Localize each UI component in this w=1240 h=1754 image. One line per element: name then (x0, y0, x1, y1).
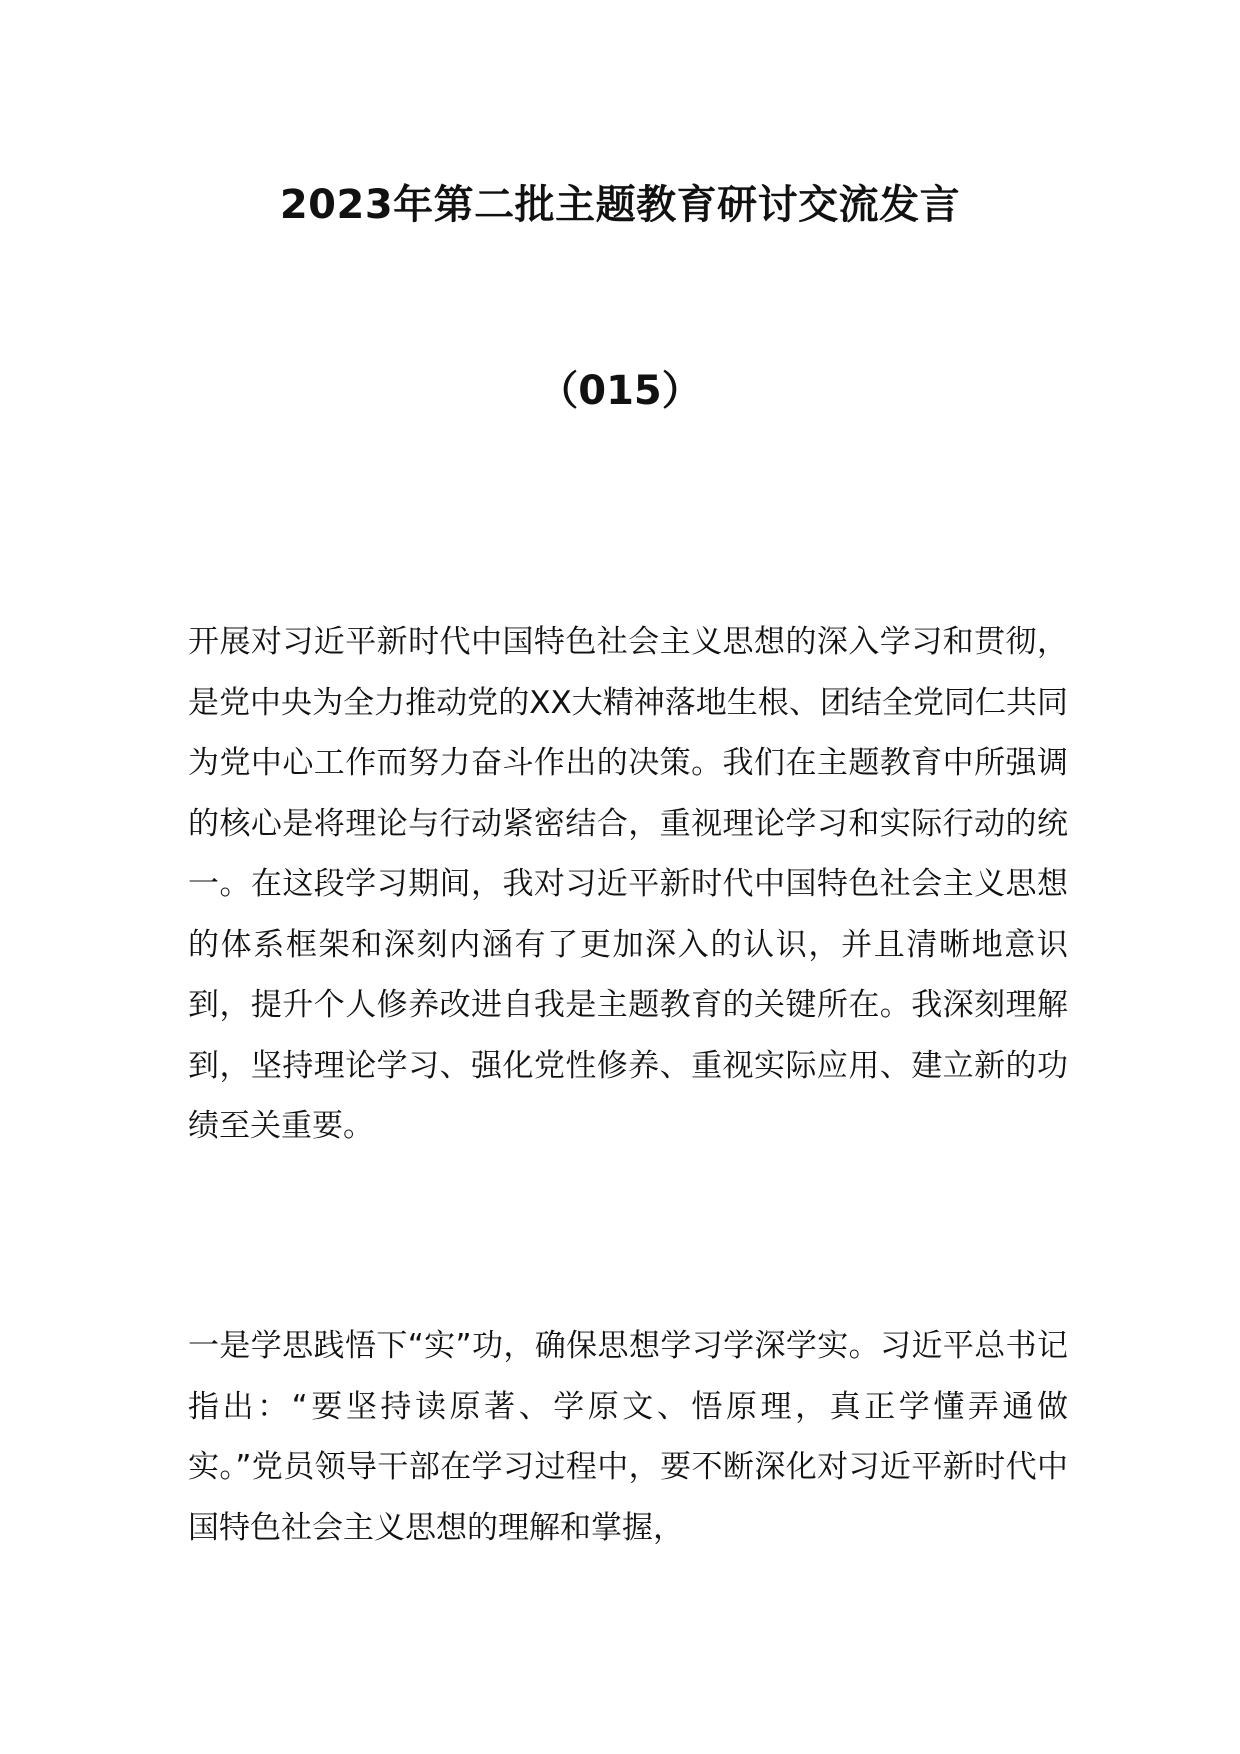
paragraph-point-one: 一是学思践悟下“实”功，确保思想学习学深学实。习近平总书记指出：“要坚持读原著、学原文、悟原理，真正学懂弄通做实。”党员领导干部在学习过程中，要不断深化对习近平新时代中国特色社会主义思想的理解和掌握， (188, 1328, 1068, 1546)
paragraph-intro: 开展对习近平新时代中国特色社会主义思想的深入学习和贯彻，是党中央为全力推动党的XX大精神落地生根、团结全党同仁共同为党中心工作而努力奋斗作出的决策。我们在主题教育中所强调的核心是将理论与行动紧密结合，重视理论学习和实际行动的统一。在这段学习期间，我对习近平新时代中国特色社会主义思想的体系框架和深刻内涵有了更加深入的认识，并且清晰地意识到，提升个人修养改进自我是主题教育的关键所在。我深刻理解到，坚持理论学习、强化党性修养、重视实际应用、建立新的功绩至关重要。 (188, 624, 1068, 1144)
document-title: 2023年第二批主题教育研讨交流发言 (279, 182, 961, 228)
document-number: （015） (538, 368, 702, 414)
